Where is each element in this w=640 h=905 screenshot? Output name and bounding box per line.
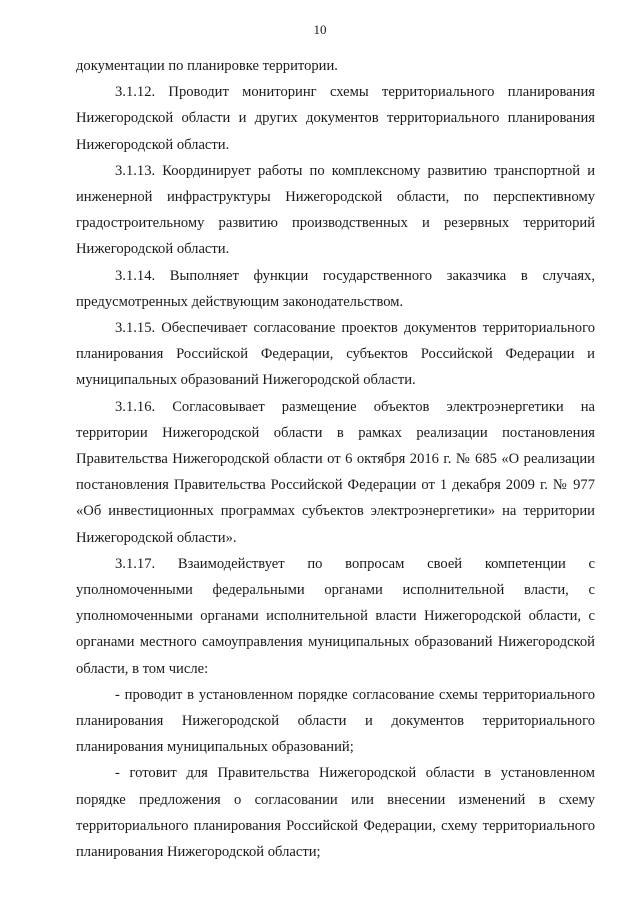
paragraph-3-1-12: 3.1.12. Проводит мониторинг схемы территориального планирования Нижегородской области и других документов территориального планирования Нижегородской области. (76, 84, 595, 153)
paragraph-continuation: документации по планировке территории. (76, 58, 338, 74)
paragraph-3-1-17: 3.1.17. Взаимодействует по вопросам своей компетенции с уполномоченными федеральными органами исполнительной власти, с уполномоченными органами исполнительной власти Нижегородской области, с органами местного самоуправления муниципальных образований Нижегородской области, в том числе: (76, 555, 595, 677)
paragraph-3-1-14: 3.1.14. Выполняет функции государственного заказчика в случаях, предусмотренных действующим законодательством. (76, 267, 595, 310)
document-body (76, 53, 595, 865)
paragraph-3-1-16: 3.1.16. Согласовывает размещение объектов электроэнергетики на территории Нижегородской области в рамках реализации постановления Правительства Нижегородской области от 6 октября 2016 г. № 685 «О реализации постановления Правительства Российской Федерации от 1 декабря 2009 г. № 977 «Об инвестиционных программах субъектов электроэнергетики» на территории Нижегородской области». (76, 398, 595, 546)
paragraph-3-1-13: 3.1.13. Координирует работы по комплексному развитию транспортной и инженерной инфраструктуры Нижегородской области, по перспективному градостроительному развитию производственных и резервных территорий Нижегородской области. (76, 162, 595, 258)
list-item-proposals: - готовит для Правительства Нижегородской области в установленном порядке предложения о согласовании или внесении изменений в схему территориального планирования Российской Федерации, схему территориального планирования Нижегородской области; (76, 765, 595, 861)
page-number: 10 (313, 22, 327, 37)
paragraph-3-1-15: 3.1.15. Обеспечивает согласование проектов документов территориального планирования Российской Федерации, субъектов Российской Федерации и муниципальных образований Нижегородской области. (76, 320, 595, 389)
list-item-approval: - проводит в установленном порядке согласование схемы территориального планирования Нижегородской области и документов территориального планирования муниципальных образований; (76, 686, 595, 756)
